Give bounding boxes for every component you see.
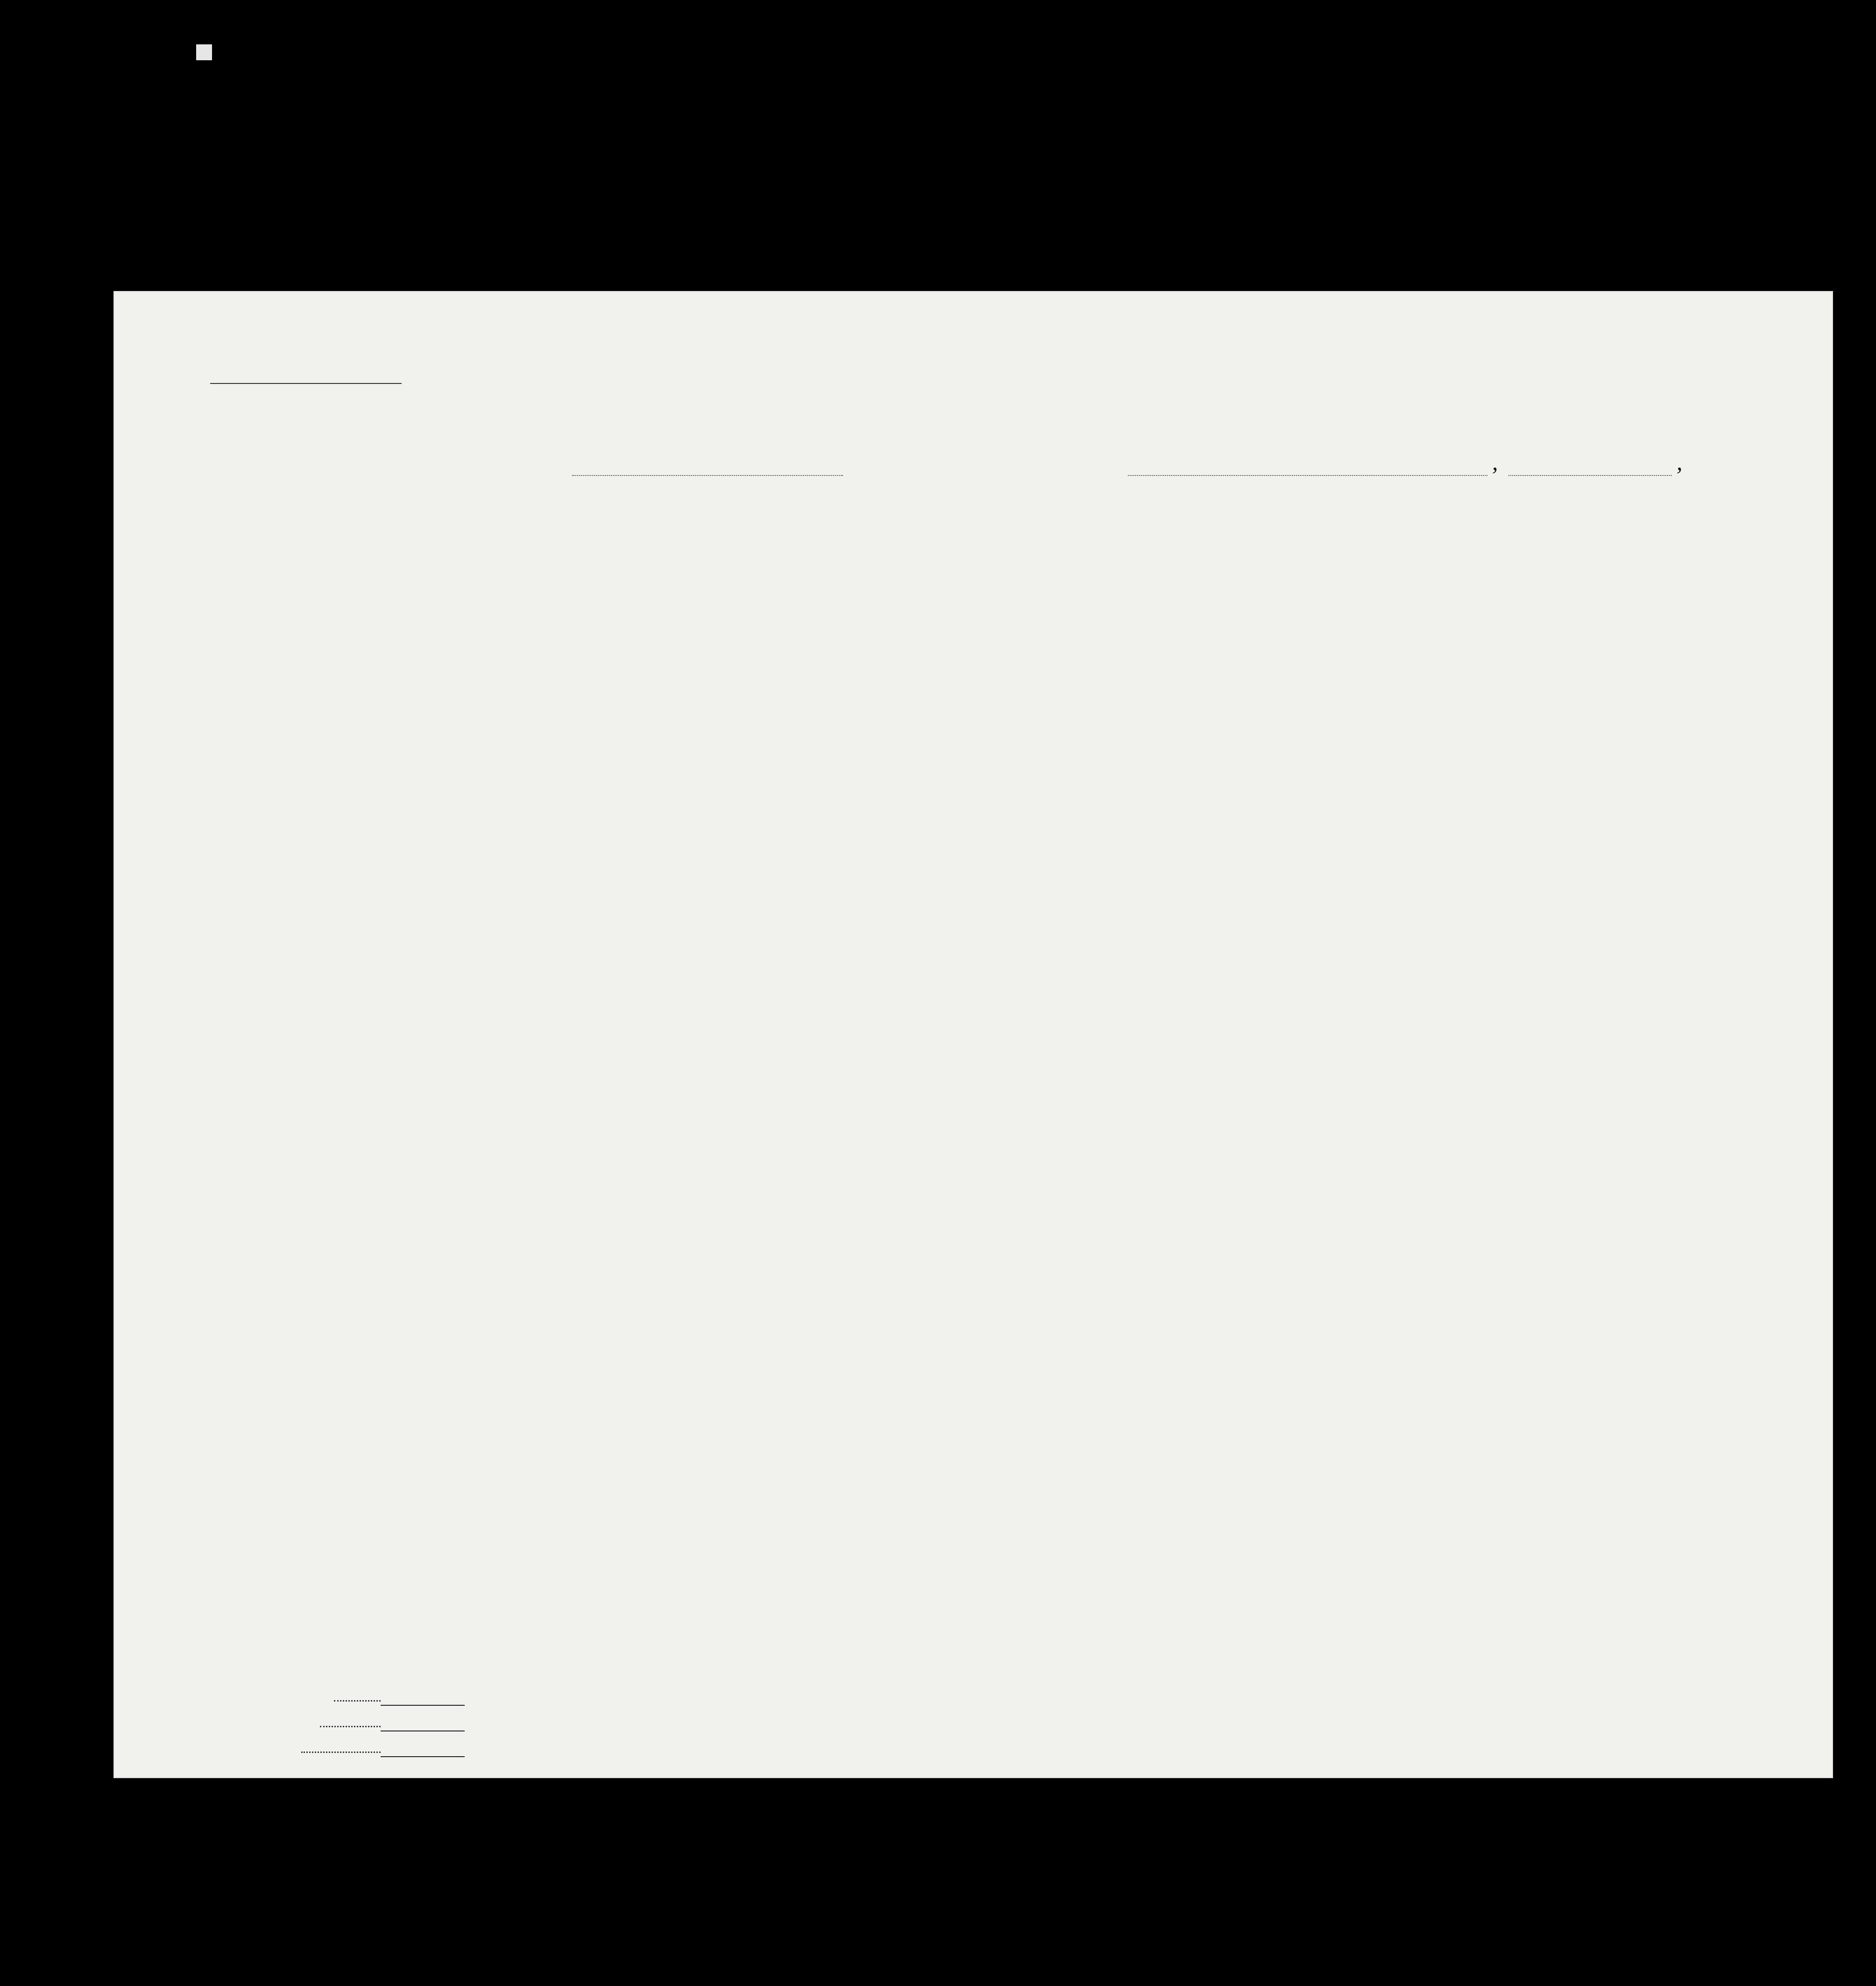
- film-mark: [196, 44, 212, 60]
- manifest-grid: [114, 292, 1832, 1777]
- film-edge: [0, 0, 1876, 70]
- dot-leader: [301, 1752, 381, 1753]
- comma: ,: [1677, 449, 1683, 475]
- total-line: [381, 1705, 465, 1706]
- comma: ,: [1492, 449, 1498, 475]
- dot-leader: [334, 1700, 381, 1702]
- aliens-line: [381, 1756, 465, 1757]
- dot-leader: [320, 1726, 381, 1727]
- manifest-sheet: [114, 292, 1832, 1777]
